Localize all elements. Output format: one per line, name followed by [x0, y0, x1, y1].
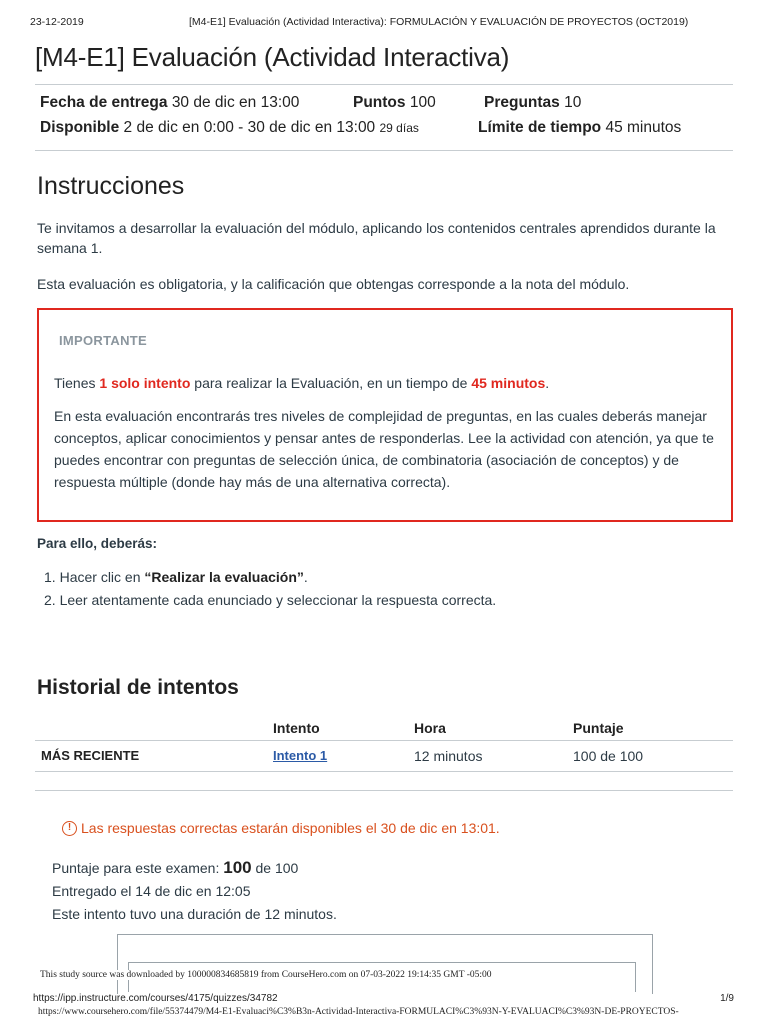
- step-bold-text: “Realizar la evaluación”: [144, 569, 304, 585]
- important-paragraph: [54, 373, 714, 393]
- warning-text: Las respuestas correctas estarán disponibles el 30 de dic en 13:01.: [81, 820, 500, 836]
- time-highlight: 45 minutos: [471, 375, 546, 391]
- column-header-time: Hora: [414, 720, 446, 736]
- attempt-time: 12 minutos: [414, 748, 483, 764]
- divider: [35, 150, 733, 151]
- answers-warning: [62, 820, 500, 836]
- quiz-title: [M4-E1] Evaluación (Actividad Interactiva): [35, 42, 510, 72]
- questions-label: Preguntas: [484, 94, 560, 111]
- due-label: Fecha de entrega: [40, 94, 168, 111]
- questions: [484, 94, 581, 112]
- para-ello-heading: Para ello, deberás:: [37, 536, 158, 551]
- score-value: 100: [223, 858, 252, 877]
- attempt-summary: [52, 856, 337, 926]
- instructions-heading: Instrucciones: [37, 172, 185, 200]
- points-label: Puntos: [353, 94, 406, 111]
- divider: [35, 790, 733, 791]
- score-label: Puntaje para este examen:: [52, 860, 220, 876]
- history-heading: Historial de intentos: [37, 676, 239, 699]
- time-limit: [478, 119, 681, 137]
- step-text: Leer atentamente cada enunciado y seleccionar la respuesta correcta.: [59, 592, 497, 608]
- column-header-score: Puntaje: [573, 720, 624, 736]
- column-header-attempt: Intento: [273, 720, 320, 736]
- warning-icon: !: [62, 821, 77, 836]
- points-value: 100: [409, 94, 436, 111]
- submitted-line: Entregado el 14 de dic en 12:05: [52, 883, 251, 899]
- print-date: 23-12-2019: [30, 16, 84, 28]
- attempts-highlight: 1 solo intento: [99, 375, 191, 391]
- instructions-paragraph: Esta evaluación es obligatoria, y la calificación que obtengas corresponde a la nota del módulo.: [37, 276, 630, 292]
- time-limit-label: Límite de tiempo: [478, 119, 602, 136]
- step-number: 2.: [44, 592, 56, 608]
- attempt-link[interactable]: Intento 1: [273, 748, 328, 763]
- available-value: 2 de dic en 0:00 - 30 de dic en 13:00: [123, 119, 376, 136]
- divider: [35, 84, 733, 85]
- important-text: .: [545, 375, 550, 391]
- availability: [40, 119, 419, 137]
- available-days: 29 días: [379, 121, 419, 135]
- points: [353, 94, 436, 112]
- page-number: 1/9: [720, 993, 734, 1004]
- time-limit-value: 45 minutos: [605, 119, 682, 136]
- questions-value: 10: [564, 94, 582, 111]
- table-divider: [35, 771, 733, 772]
- step-text: Hacer clic en: [59, 569, 145, 585]
- step-item: [44, 589, 496, 612]
- important-paragraph: En esta evaluación encontrarás tres niveles de complejidad de preguntas, en las cuales deberás manejar conceptos, aplicar conocimientos y pensar antes de responderlas. Lee la actividad con atención, ya que te puedes encontrar con preguntas de selección única, de combinatoria (asociación de conceptos) y de respuesta múltiple (donde hay más de una alternativa correcta).: [54, 408, 714, 490]
- row-label: MÁS RECIENTE: [41, 748, 140, 763]
- available-label: Disponible: [40, 119, 120, 136]
- footer-url: https://ipp.instructure.com/courses/4175/quizzes/34782: [33, 993, 278, 1004]
- instructions-paragraph: Te invitamos a desarrollar la evaluación del módulo, aplicando los contenidos centrales aprendidos durante la semana 1.: [37, 220, 716, 256]
- quiz-details: [40, 93, 730, 141]
- due-date: [40, 94, 299, 112]
- step-number: 1.: [44, 569, 56, 585]
- important-box: [37, 308, 733, 522]
- score-suffix: de 100: [255, 860, 299, 876]
- important-text: para realizar la Evaluación, en un tiempo de: [190, 375, 472, 391]
- due-value: 30 de dic en 13:00: [171, 94, 300, 111]
- important-text: Tienes: [54, 375, 100, 391]
- step-item: [44, 566, 496, 589]
- table-divider: [35, 740, 733, 741]
- watermark-text: This study source was downloaded by 100000834685819 from CourseHero.com on 07-03-2022 19:14:35 GMT -05:00: [40, 970, 496, 980]
- footer-source-url: https://www.coursehero.com/file/55374479/M4-E1-Evaluaci%C3%B3n-Actividad-Interactiva-FORMULACI%C3%93N-Y-EVALUACI%C3%93N-DE-PROYECTOS-: [38, 1007, 679, 1017]
- step-text: .: [303, 569, 308, 585]
- attempt-score: 100 de 100: [573, 748, 644, 764]
- steps-list: [44, 566, 496, 612]
- duration-line: Este intento tuvo una duración de 12 minutos.: [52, 906, 337, 922]
- print-title: [M4-E1] Evaluación (Actividad Interactiva): FORMULACIÓN Y EVALUACIÓN DE PROYECTOS (OCT2019): [189, 16, 689, 28]
- important-heading: IMPORTANTE: [59, 333, 147, 348]
- score-line: [52, 856, 337, 880]
